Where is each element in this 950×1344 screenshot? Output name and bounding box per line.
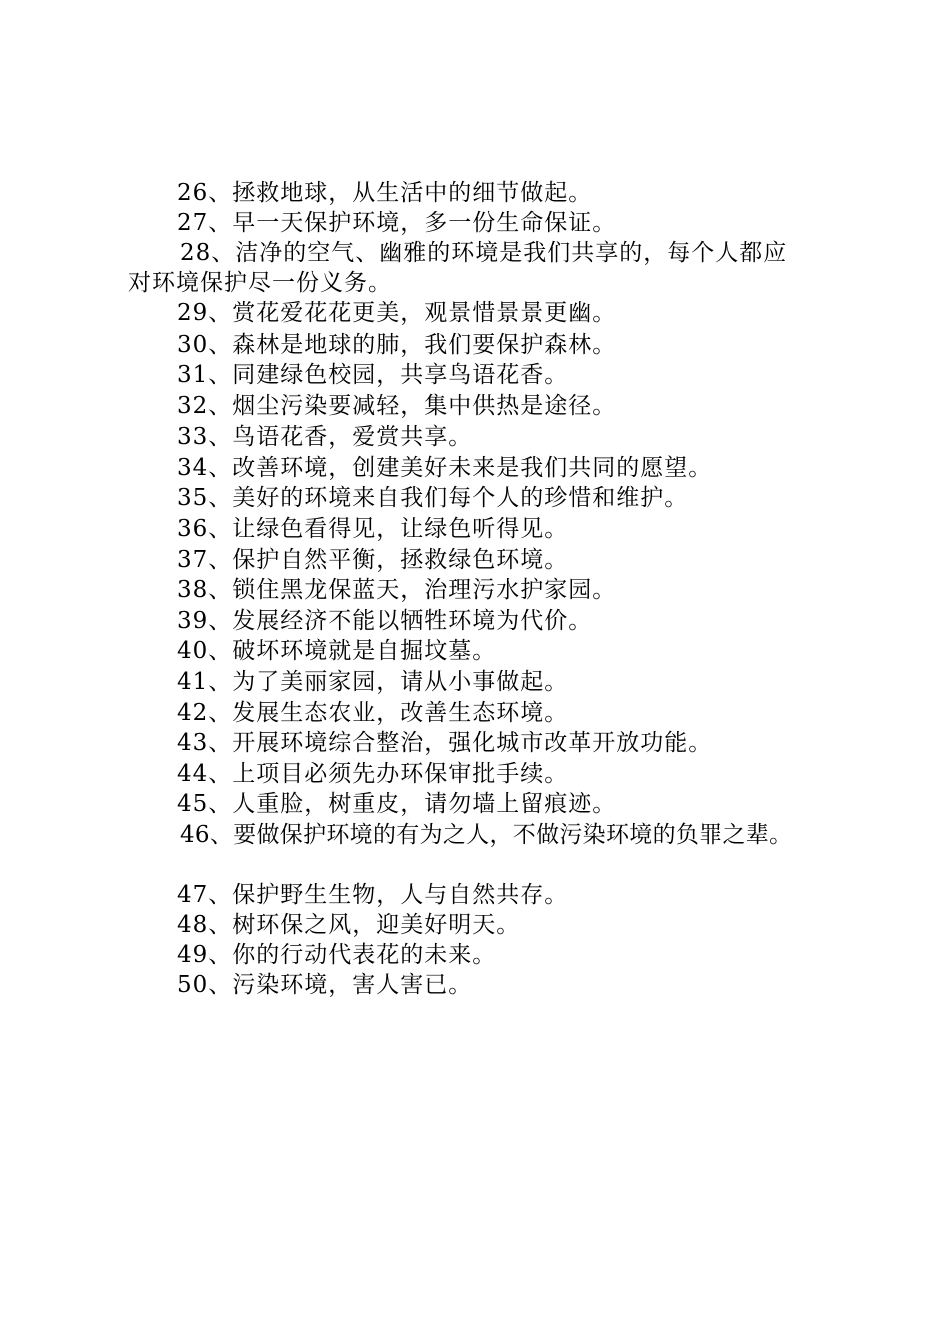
slogan-line-continuation: 对环境保护尽一份义务。 bbox=[128, 270, 392, 296]
slogan-line: 33、鸟语花香，爱赏共享。 bbox=[177, 424, 473, 450]
slogan-line: 35、美好的环境来自我们每个人的珍惜和维护。 bbox=[177, 485, 689, 511]
slogan-line: 39、发展经济不能以牺牲环境为代价。 bbox=[177, 608, 593, 634]
slogan-line: 31、同建绿色校园，共享鸟语花香。 bbox=[177, 362, 569, 388]
slogan-line: 26、拯救地球，从生活中的细节做起。 bbox=[177, 180, 593, 206]
slogan-line: 30、森林是地球的肺，我们要保护森林。 bbox=[177, 332, 617, 358]
slogan-line: 36、让绿色看得见，让绿色听得见。 bbox=[177, 516, 569, 542]
slogan-line: 45、人重脸，树重皮，请勿墙上留痕迹。 bbox=[177, 791, 617, 817]
slogan-line: 28、洁净的空气、幽雅的环境是我们共享的，每个人都应 bbox=[180, 240, 788, 266]
slogan-line: 43、开展环境综合整治，强化城市改革开放功能。 bbox=[177, 730, 713, 756]
slogan-line: 44、上项目必须先办环保审批手续。 bbox=[177, 761, 569, 787]
slogan-line: 38、锁住黑龙保蓝天，治理污水护家园。 bbox=[177, 577, 617, 603]
slogan-line: 32、烟尘污染要减轻，集中供热是途径。 bbox=[177, 393, 617, 419]
slogan-line: 50、污染环境，害人害已。 bbox=[177, 972, 473, 998]
slogan-line: 46、要做保护环境的有为之人，不做污染环境的负罪之辈。 bbox=[180, 822, 793, 848]
slogan-line: 41、为了美丽家园，请从小事做起。 bbox=[177, 669, 569, 695]
slogan-line: 40、破坏环境就是自掘坟墓。 bbox=[177, 638, 497, 664]
slogan-line: 49、你的行动代表花的未来。 bbox=[177, 942, 497, 968]
slogan-line: 42、发展生态农业，改善生态环境。 bbox=[177, 700, 569, 726]
slogan-line: 37、保护自然平衡，拯救绿色环境。 bbox=[177, 547, 569, 573]
slogan-line: 47、保护野生生物，人与自然共存。 bbox=[177, 882, 569, 908]
slogan-line: 27、早一天保护环境，多一份生命保证。 bbox=[177, 210, 617, 236]
slogan-line: 29、赏花爱花花更美，观景惜景景更幽。 bbox=[177, 300, 617, 326]
slogan-line: 48、树环保之风，迎美好明天。 bbox=[177, 912, 521, 938]
slogan-line: 34、改善环境，创建美好未来是我们共同的愿望。 bbox=[177, 455, 713, 481]
